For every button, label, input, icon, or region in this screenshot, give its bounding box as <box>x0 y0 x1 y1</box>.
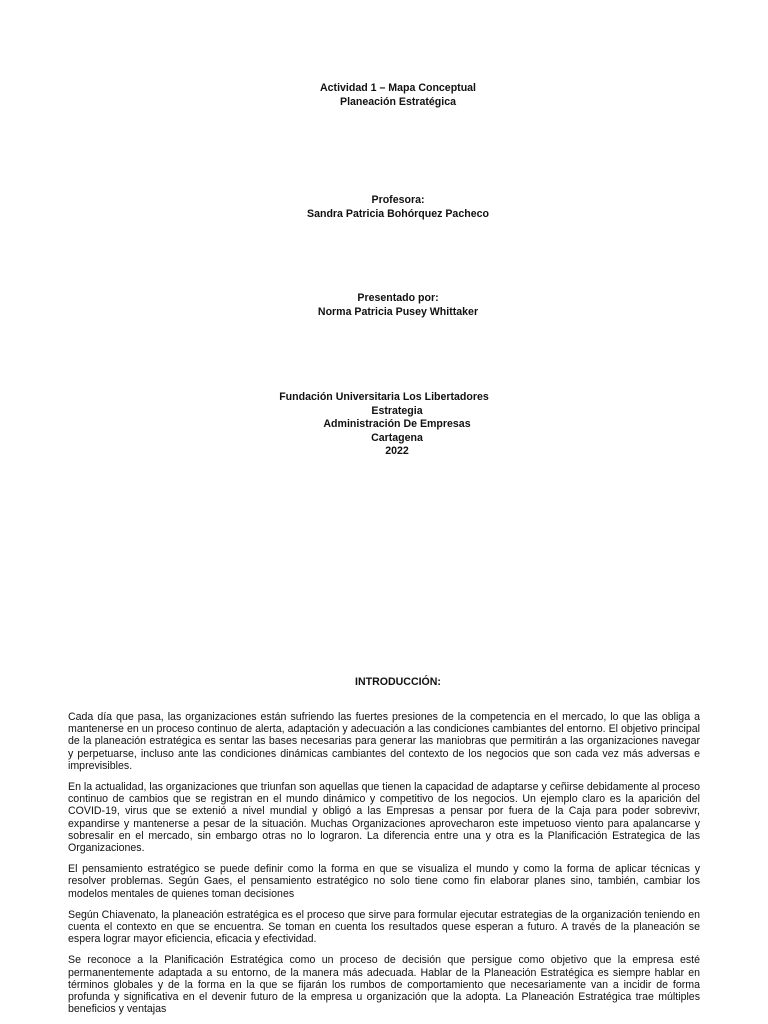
teacher-label: Profesora: <box>371 194 425 206</box>
introduction-body <box>68 711 700 1024</box>
document-title: Actividad 1 – Mapa Conceptual <box>320 82 476 94</box>
city-name: Cartagena <box>371 431 423 444</box>
university-name: Fundación Universitaria Los Libertadores <box>279 391 489 403</box>
student-name: Norma Patricia Pusey Whittaker <box>317 305 479 318</box>
student-block <box>0 292 768 319</box>
paragraph: En la actualidad, las organizaciones que triunfan son aquellas que tienen la capacidad de adaptarse y ceñirse debidamente al proceso continuo de cambios que se registran en el mundo dinámico y competitivo de los negocios. Un ejemplo claro es la aparición del COVID-19, virus que se extenió a nivel mundial y obligó a las Empresas a pensar por fuera de la Caja para poder sobrevivr, expandirse y mantenerse a pesar de la situación. Muchas Organizaciones aprovecharon este impetuoso viento para apalancarse y sobresalir en el mercado, sin embargo otras no lo lograron. La diferencia entre una y otra es la Planificación Estrategica de las Organizaciones. <box>68 781 700 855</box>
teacher-name: Sandra Patricia Bohórquez Pacheco <box>307 207 489 220</box>
paragraph: Según Chiavenato, la planeación estratégica es el proceso que sirve para formular ejecutar estrategias de la organización teniendo en cuenta el contexto en que se encuentra. Se toman en cuenta los resultados quese esperan a futuro. A través de la planeación se espera lograr mayor eficiencia, eficacia y efectividad. <box>68 908 700 946</box>
title-block <box>0 82 768 109</box>
paragraph: Cada día que pasa, las organizaciones están sufriendo las fuertes presiones de la competencia en el mercado, lo que las obliga a mantenerse en un proceso continuo de alerta, adaptación y adecuación a las condiciones cambiantes del entorno. El objetivo principal de la planeación estratégica es sentar las bases necesarias para generar las maniobras que permitirán a las organizaciones navegar y perpetuarse, incluso ante las condiciones dinámicas cambiantes del contexto de los negocios que son cada vez más adversas e imprevisibles. <box>68 711 700 772</box>
institution-block <box>0 391 768 459</box>
program-name: Administración De Empresas <box>323 418 471 430</box>
year: 2022 <box>385 445 409 457</box>
course-name: Estrategia <box>371 404 423 417</box>
paragraph: Se reconoce a la Planificación Estratégica como un proceso de decisión que persigue como objetivo que la empresa esté permanentemente adaptada a su entorno, de la manera más adecuada. Hablar de la Planeación Estratégica es siempre hablar en términos globales y de la forma en la que se fijarán los rumbos de comportamiento que necesariamente van a incidir de forma profunda y significativa en el devenir futuro de la empresa u organización que la adopta. La Planeación Estratégica trae múltiples beneficios y ventajas <box>68 954 700 1016</box>
paragraph: El pensamiento estratégico se puede definir como la forma en que se visualiza el mundo y como la forma de aplicar técnicas y resolver problemas. Según Gaes, el pensamiento estratégico no solo tiene como fin elaborar planes sino, también, cambiar los modelos mentales de quienes toman decisiones <box>68 863 700 900</box>
teacher-block <box>0 194 768 221</box>
document-subtitle: Planeación Estratégica <box>340 95 456 108</box>
student-label: Presentado por: <box>357 292 439 304</box>
introduction-heading: INTRODUCCIÓN: <box>355 676 441 688</box>
